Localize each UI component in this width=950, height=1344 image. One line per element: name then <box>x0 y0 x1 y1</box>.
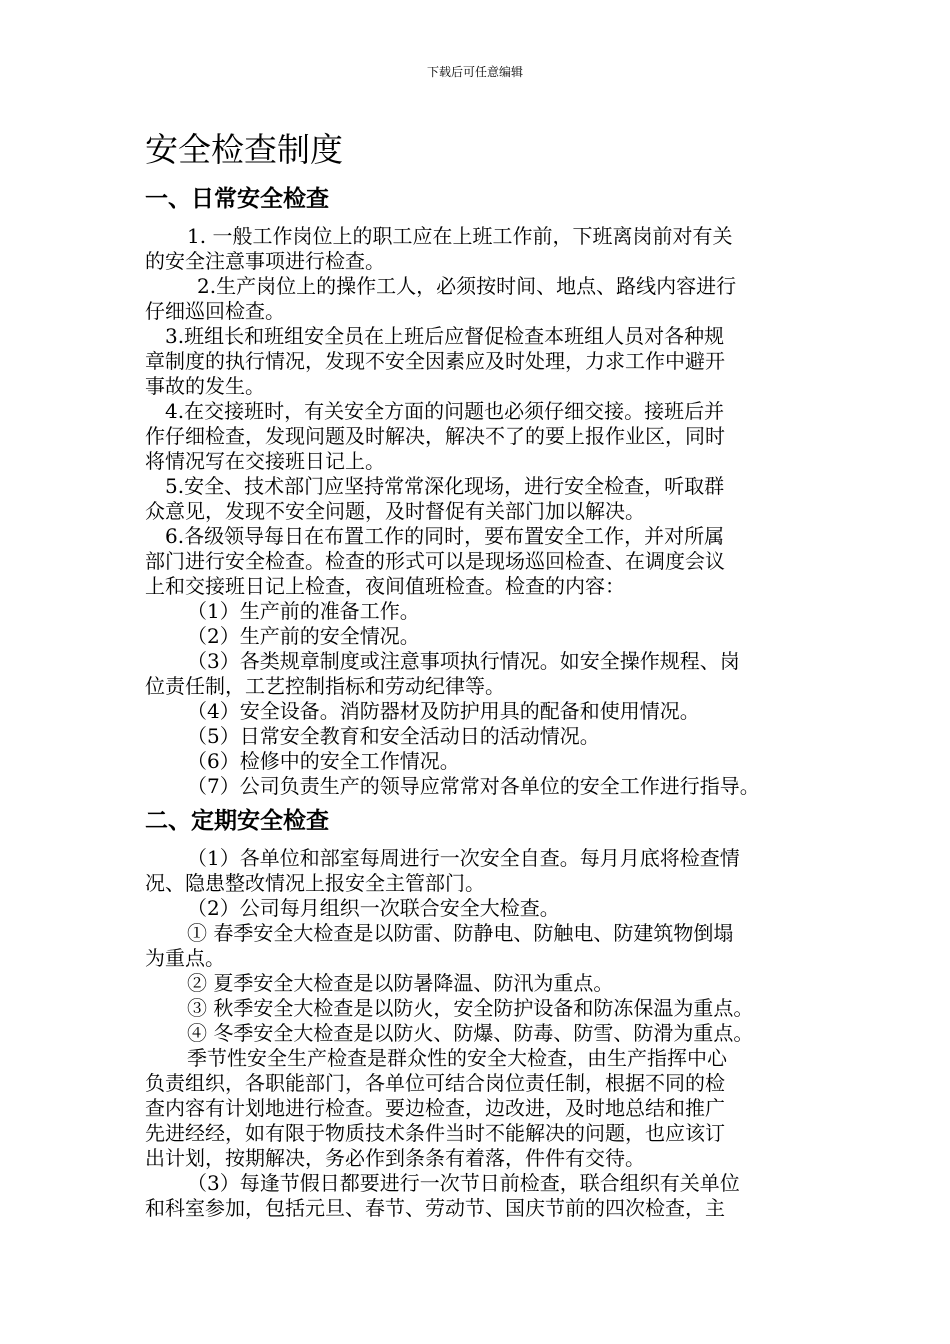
section-heading-daily-check: 一、日常安全检查 <box>145 186 329 212</box>
paragraph-line: 先进经经，如有限于物质技术条件当时不能解决的问题，也应该订 <box>145 1121 725 1145</box>
paragraph-line: 上和交接班日记上检查，夜间值班检查。检查的内容： <box>145 574 625 598</box>
paragraph-line: 众意见，发现不安全问题，及时督促有关部门加以解决。 <box>145 499 645 523</box>
paragraph-line: 章制度的执行情况，发现不安全因素应及时处理，力求工作中避开 <box>145 349 725 373</box>
paragraph-line: 作仔细检查，发现问题及时解决，解决不了的要上报作业区，同时 <box>145 424 725 448</box>
list-item: （6）检修中的安全工作情况。 <box>187 749 460 773</box>
list-item: （1）生产前的准备工作。 <box>187 599 420 623</box>
paragraph-line: 2.生产岗位上的操作工人，必须按时间、地点、路线内容进行 <box>197 274 737 298</box>
paragraph-line: 事故的发生。 <box>145 374 265 398</box>
section-heading-periodic-check: 二、定期安全检查 <box>145 808 329 834</box>
section-body-daily-check <box>145 224 825 799</box>
paragraph-line: 季节性安全生产检查是群众性的安全大检查，由生产指挥中心 <box>187 1046 727 1070</box>
paragraph-line: 为重点。 <box>145 946 225 970</box>
list-item: ① 春季安全大检查是以防雷、防静电、防触电、防建筑物倒塌 <box>187 921 734 945</box>
paragraph-line: 5.安全、技术部门应坚持常常深化现场，进行安全检查，听取群 <box>165 474 725 498</box>
paragraph-line: 仔细巡回检查。 <box>145 299 285 323</box>
list-item: （3）每逢节假日都要进行一次节日前检查，联合组织有关单位 <box>187 1171 740 1195</box>
page-header-note: 下载后可任意编辑 <box>426 65 523 79</box>
list-item: （4）安全设备。消防器材及防护用具的配备和使用情况。 <box>187 699 700 723</box>
paragraph-line: 和科室参加，包括元旦、春节、劳动节、国庆节前的四次检查，主 <box>145 1196 725 1220</box>
list-item: ④ 冬季安全大检查是以防火、防爆、防毒、防雪、防滑为重点。 <box>187 1021 754 1045</box>
paragraph-line: 出计划，按期解决，务必作到条条有着落，件件有交待。 <box>145 1146 645 1170</box>
paragraph-line: 6.各级领导每日在布置工作的同时，要布置安全工作，并对所属 <box>165 524 725 548</box>
paragraph-line: 查内容有计划地进行检查。要边检查，边改进，及时地总结和推广 <box>145 1096 725 1120</box>
list-item: （2）公司每月组织一次联合安全大检查。 <box>187 896 560 920</box>
paragraph-line: 将情况写在交接班日记上。 <box>145 449 385 473</box>
list-item: （7）公司负责生产的领导应常常对各单位的安全工作进行指导。 <box>187 774 760 798</box>
paragraph-line: 1. 一般工作岗位上的职工应在上班工作前，下班离岗前对有关 <box>187 224 733 248</box>
paragraph-line: 部门进行安全检查。检查的形式可以是现场巡回检查、在调度会议 <box>145 549 725 573</box>
list-item: （1）各单位和部室每周进行一次安全自查。每月月底将检查情 <box>187 846 740 870</box>
paragraph-line: 的安全注意事项进行检查。 <box>145 249 385 273</box>
paragraph-line: 负责组织，各职能部门，各单位可结合岗位责任制，根据不同的检 <box>145 1071 725 1095</box>
section-body-periodic-check <box>145 846 825 1221</box>
list-item: ③ 秋季安全大检查是以防火，安全防护设备和防冻保温为重点。 <box>187 996 754 1020</box>
list-item: （5）日常安全教育和安全活动日的活动情况。 <box>187 724 600 748</box>
paragraph-line: 位责任制，工艺控制指标和劳动纪律等。 <box>145 674 505 698</box>
list-item: （2）生产前的安全情况。 <box>187 624 420 648</box>
paragraph-line: 4.在交接班时，有关安全方面的问题也必须仔细交接。接班后并 <box>165 399 725 423</box>
list-item: （3）各类规章制度或注意事项执行情况。如安全操作规程、岗 <box>187 649 740 673</box>
list-item: ② 夏季安全大检查是以防暑降温、防汛为重点。 <box>187 971 614 995</box>
document-title: 安全检查制度 <box>145 130 343 169</box>
paragraph-line: 况、隐患整改情况上报安全主管部门。 <box>145 871 485 895</box>
paragraph-line: 3.班组长和班组安全员在上班后应督促检查本班组人员对各种规 <box>165 324 725 348</box>
